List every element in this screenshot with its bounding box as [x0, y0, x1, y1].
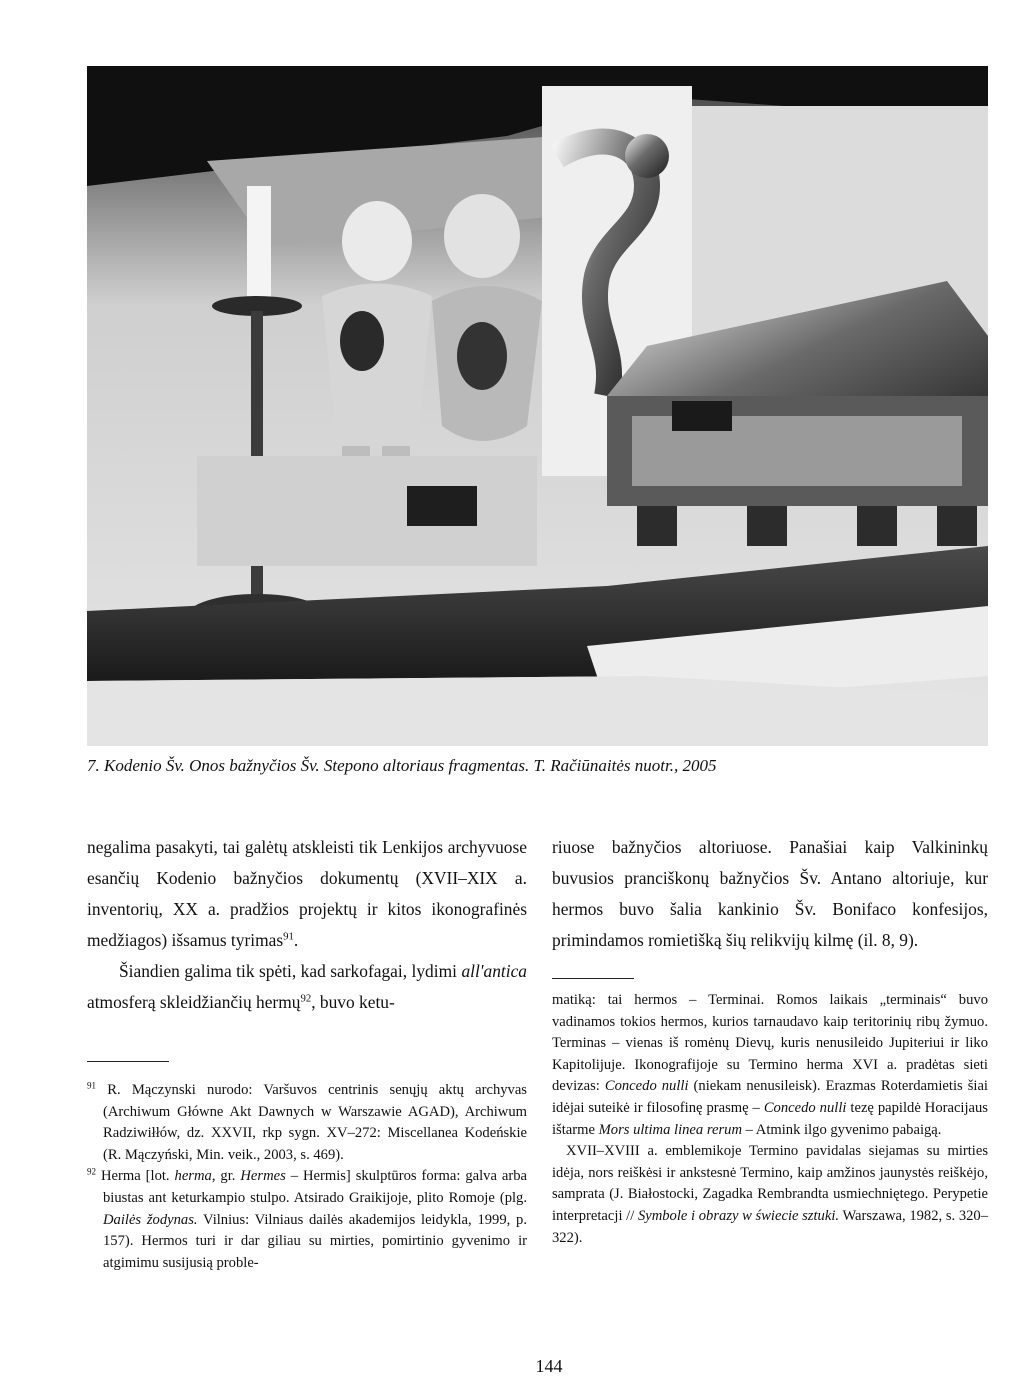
footnote-separator: [552, 978, 634, 979]
footnote-separator: [87, 1061, 169, 1062]
figure-caption-text: Kodenio Šv. Onos bažnyčios Šv. Stepono altoriaus fragmentas. T. Račiūnaitės nuotr., 2005: [104, 756, 717, 775]
figure-number: 7.: [87, 756, 100, 775]
carved-ornament: [625, 134, 669, 178]
footnote-ref-92[interactable]: 92: [300, 992, 312, 1005]
footnote-ref-91[interactable]: 91: [283, 930, 294, 943]
figure-caption: [87, 755, 987, 777]
footnotes-right: [552, 990, 988, 1249]
body-column-left: [87, 832, 527, 1018]
altar-photo-illustration: [87, 66, 988, 746]
footnote-continuation: XVII–XVIII a. emblemikoje Termino pavidalas siejamas su mirties idėja, nors reiškėsi ir ankstesnė Termino, kaip amžinos jaunystės reiškėjo, samprata (J. Białostocki, Zagadka Rembrandta usmiechniętego. Perypetie interpretacji // Symbole i obrazy w świecie sztuki. Warszawa, 1982, s. 320–322).: [552, 1143, 989, 1246]
page-number: 144: [535, 1356, 563, 1376]
body-paragraph: negalima pasakyti, tai galėtų atskleisti tik Lenkijos archyvuose esančių Kodenio bažnyčios dokumentų (XVII–XIX a. inventorių, XX a. pradžios projektų ir kitos ikonografinės medžiagos) išsamus tyrimas$^{91}$.: [87, 837, 527, 950]
body-paragraph: riuose bažnyčios altoriuose. Panašiai kaip Valkininkų buvusios pranciškonų bažnyčios Šv. Antano altoriuje, kur hermos buvo šalia kankinio Šv. Bonifaco konfesijos, primindamos romietišką šių relikvijų kilmę (il. 8, 9).: [552, 837, 988, 950]
footnote-continuation: matiką: tai hermos – Terminai. Romos laikais „terminais“ buvo vadinamos tokios hermos, kurios tarnaudavo kaip teritorinių ribų žymuo. Terminas – vienas iš romėnų Dievų, kuris nenusileido Jupiteriui ir liko Kapitolijuje. Ikonografijoje su Termino herma XVI a. pradėtas sieti devizas: Concedo nulli (niekam nenusileisk). Erazmas Roterdamietis šiai idėjai suteikė ir filosofinę prasmę – Concedo nulli tezę papildė Horacijaus ištarme Mors ultima linea rerum – Atmink ilgo gyvenimo pabaigą.: [552, 992, 988, 1138]
footnotes-left: [87, 1080, 527, 1274]
footnote-92: $^{92}$ Herma [lot. herma, gr. Hermes – Hermis] skulptūros forma: galva arba biustas ant keturkampio stulpo. Atsirado Graikijoje, plito Romoje (plg. Dailės žodynas. Vilnius: Vilniaus dailės akademijos leidykla, 1999, p. 157). Hermos turi ir dar giliau su mirties, pomirtinio gyvenimo ir atgimimu susijusią proble-: [87, 1166, 527, 1271]
candle: [247, 186, 271, 306]
pedestal-panel: [407, 486, 477, 526]
body-paragraph: Šiandien galima tik spėti, kad sarkofagai, lydimi all'antica atmosferą skleidžiančių hermų$^{92}$, buvo ketu-: [87, 961, 527, 1012]
footnote-91: $^{91}$ R. Mączynski nurodo: Varšuvos centrinis senųjų aktų archyvas (Archiwum Główne Akt Dawnych w Warszawie AGAD), Archiwum Radziwiłłów, dz. XXVII, rkp sygn. XV–272: Miscellanea Kodeńskie (R. Mączyński, Min. veik., 2003, s. 469).: [87, 1080, 527, 1163]
body-column-right: [552, 832, 988, 956]
altar-photograph: [87, 66, 988, 746]
